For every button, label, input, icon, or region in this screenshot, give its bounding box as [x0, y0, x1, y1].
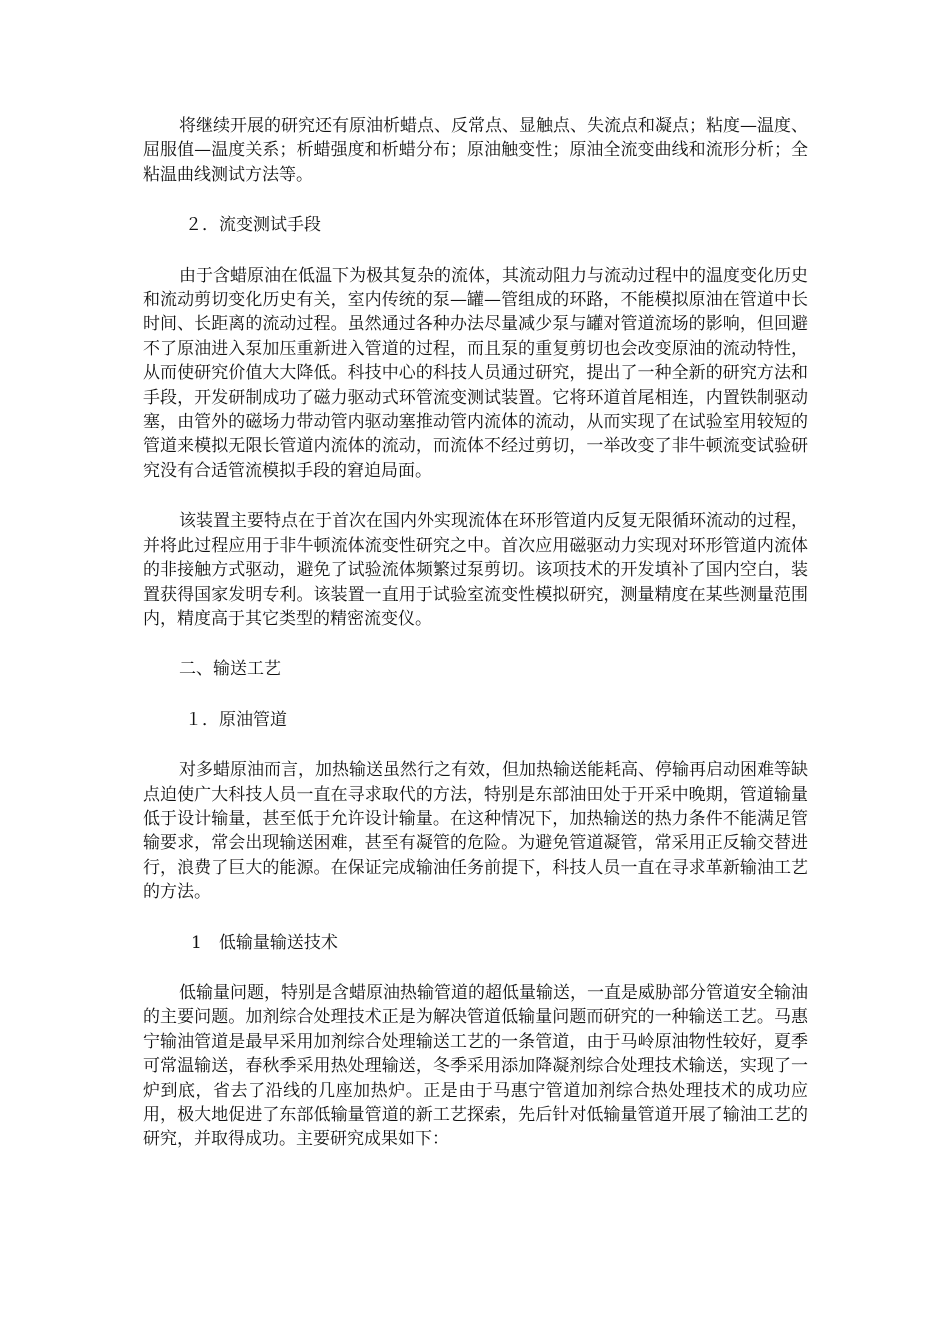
paragraph-low-throughput-issue: 低输量问题，特别是含蜡原油热输管道的超低量输送，一直是威胁部分管道安全输油的主要问题。加剂综合处理技术正是为解决管道低输量问题而研究的一种输送工艺。马惠宁输油管道是最早采用加剂综合处理输送工艺的一条管道，由于马岭原油物性较好，夏季可常温输送，春秋季采用热处理输送，冬季采用添加降凝剂综合处理技术输送，实现了一炉到底，省去了沿线的几座加热炉。正是由于马惠宁管道加剂综合热处理技术的成功应用，极大地促进了东部低输量管道的新工艺探索，先后针对低输量管道开展了输油工艺的研究，并取得成功。主要研究成果如下：: [143, 982, 808, 1150]
heading-rheology-test-means: ２．流变测试手段: [185, 215, 321, 236]
paragraph-magnetic-loop-device: 由于含蜡原油在低温下为极其复杂的流体，其流动阻力与流动过程中的温度变化历史和流动剪切变化历史有关，室内传统的泵—罐—管组成的环路，不能模拟原油在管道中长时间、长距离的流动过程。虽然通过各种办法尽量减少泵与罐对管道流场的影响，但回避不了原油进入泵加压重新进入管道的过程，而且泵的重复剪切也会改变原油的流动特性，从而使研究价值大大降低。科技中心的科技人员通过研究，提出了一种全新的研究方法和手段，开发研制成功了磁力驱动式环管流变测试装置。它将环道首尾相连，内置铁制驱动塞，由管外的磁场力带动管内驱动塞推动管内流体的流动，从而实现了在试验室用较短的管道来模拟无限长管道内流体的流动，而流体不经过剪切，一举改变了非牛顿流变试验研究没有合适管流模拟手段的窘迫局面。: [143, 265, 808, 481]
heading-low-throughput-tech: 1 低输量输送技术: [191, 932, 338, 953]
heading-transport-process: 二、输送工艺: [179, 659, 281, 680]
paragraph-research-topics: 将继续开展的研究还有原油析蜡点、反常点、显触点、失流点和凝点；粘度—温度、屈服值—温度关系；析蜡强度和析蜡分布；原油触变性；原油全流变曲线和流形分析；全粘温曲线测试方法等。: [143, 116, 808, 185]
heading-crude-oil-pipeline: １．原油管道: [185, 709, 287, 730]
paragraph-waxy-crude-heating: 对多蜡原油而言，加热输送虽然行之有效，但加热输送能耗高、停输再启动困难等缺点迫使广大科技人员一直在寻求取代的方法，特别是东部油田处于开采中晚期，管道输量低于设计输量，甚至低于允许设计输量。在这种情况下，加热输送的热力条件不能满足管输要求，常会出现输送困难，甚至有凝管的危险。为避免管道凝管，常采用正反输交替进行，浪费了巨大的能源。在保证完成输油任务前提下，科技人员一直在寻求革新输油工艺的方法。: [143, 760, 808, 903]
paragraph-device-features: 该装置主要特点在于首次在国内外实现流体在环形管道内反复无限循环流动的过程，并将此过程应用于非牛顿流体流变性研究之中。首次应用磁驱动力实现对环形管道内流体的非接触方式驱动，避免了试验流体频繁过泵剪切。该项技术的开发填补了国内空白，装置获得国家发明专利。该装置一直用于试验室流变性模拟研究，测量精度在某些测量范围内，精度高于其它类型的精密流变仪。: [143, 511, 808, 629]
document-body: [143, 114, 808, 1178]
